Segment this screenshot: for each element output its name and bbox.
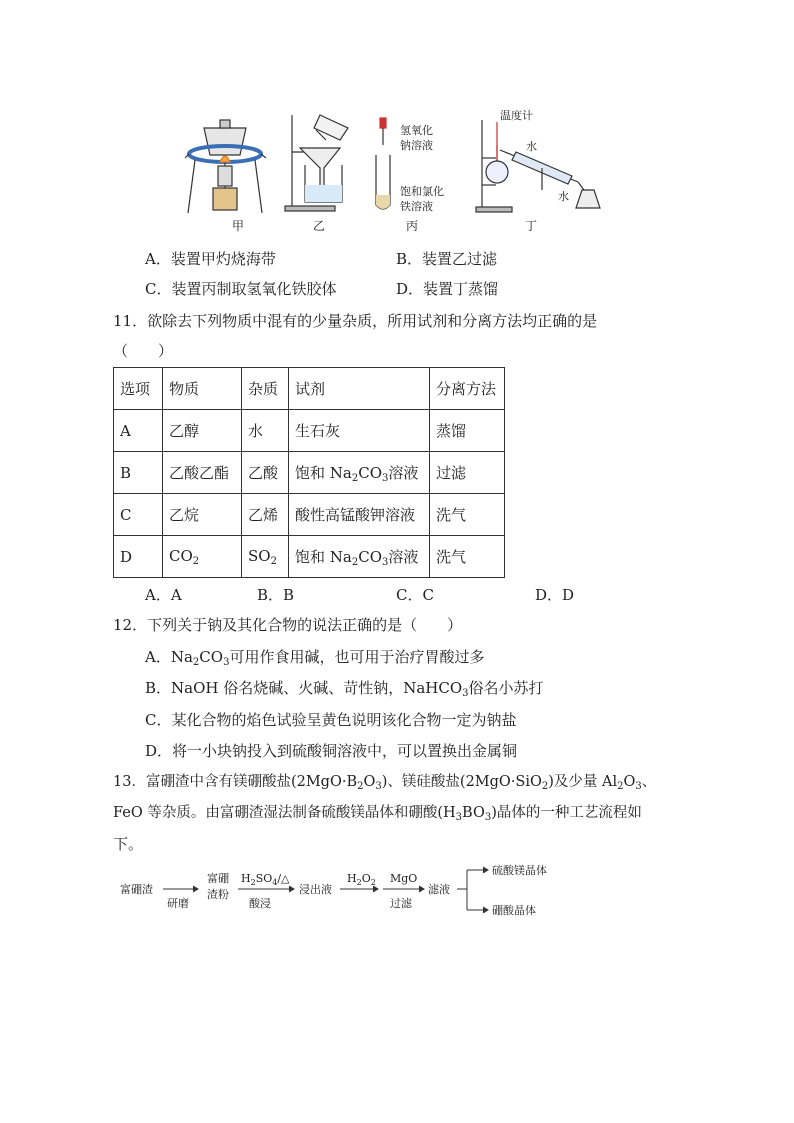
q13-stem-line2: FeO 等杂质。由富硼渣湿法制备硫酸镁晶体和硼酸$(H_3BO_3)$晶体的一种工艺流程如 <box>113 805 642 823</box>
label-water-in: 水 <box>526 140 537 153</box>
cell-method: 过滤 <box>430 452 505 494</box>
q12-option-c[interactable]: C．某化合物的焰色试验呈黄色说明该化合物一定为钠盐 <box>145 711 517 729</box>
cell-reagent: 饱和 $Na_2CO_3$溶液 <box>289 452 430 494</box>
cell-substance: 乙醇 <box>163 410 242 452</box>
caption-ding: 丁 <box>525 219 538 233</box>
table-row <box>114 536 505 578</box>
header-cell: 分离方法 <box>430 368 505 410</box>
q10-option-d[interactable]: D．装置丁蒸馏 <box>396 280 499 298</box>
q11-answer-c[interactable]: C．C <box>396 586 434 604</box>
table-row <box>114 452 505 494</box>
header-cell: 杂质 <box>242 368 289 410</box>
flow-grind: 研磨 <box>167 897 189 910</box>
q10-option-a[interactable]: A．装置甲灼烧海带 <box>145 250 276 268</box>
cell-impurity: 乙酸 <box>242 452 289 494</box>
apparatus-yi <box>285 115 348 211</box>
cell-substance: $CO_2$ <box>163 536 242 578</box>
cell-impurity: $SO_2$ <box>242 536 289 578</box>
apparatus-bing <box>376 118 390 209</box>
flow-acid-bottom: 酸浸 <box>249 897 271 910</box>
label-naoh-1: 氢氧化 <box>400 124 433 137</box>
flow-powder-2: 渣粉 <box>207 888 229 901</box>
cell-substance: 乙烷 <box>163 494 242 536</box>
label-fecl3-1: 饱和氯化 <box>400 185 444 198</box>
header-cell: 选项 <box>114 368 163 410</box>
cell-impurity: 乙烯 <box>242 494 289 536</box>
q13-stem-line1: 13．富硼渣中含有镁硼酸盐$(2MgO\cdot B_2O_3)$、镁硅酸盐(2MgO·SiO$_2$)及少量 $Al_2O_3$、 <box>113 774 657 792</box>
apparatus-ding <box>476 120 600 212</box>
cell-method: 蒸馏 <box>430 410 505 452</box>
cell-option: C <box>114 494 163 536</box>
caption-yi: 乙 <box>313 219 326 233</box>
flow-product-1: 硫酸镁晶体 <box>492 864 547 877</box>
q11-table <box>113 367 505 578</box>
cell-method: 洗气 <box>430 494 505 536</box>
q12-stem: 12．下列关于钠及其化合物的说法正确的是（ ） <box>113 616 463 634</box>
flow-product-2: 硼酸晶体 <box>492 904 536 917</box>
flow-filter: 过滤 <box>390 897 412 910</box>
apparatus-figure <box>180 110 620 235</box>
table-header-row <box>114 368 505 410</box>
flow-filtrate: 滤液 <box>428 883 450 896</box>
table-row <box>114 410 505 452</box>
cell-reagent: 酸性高锰酸钾溶液 <box>289 494 430 536</box>
table-row <box>114 494 505 536</box>
flow-leach: 浸出液 <box>299 883 332 896</box>
q12-option-d[interactable]: D．将一小块钠投入到硫酸铜溶液中，可以置换出金属铜 <box>145 742 518 760</box>
q12-option-a[interactable]: A．$Na_2CO_3$可用作食用碱，也可用于治疗胃酸过多 <box>145 648 485 668</box>
cell-substance: 乙酸乙酯 <box>163 452 242 494</box>
flow-start: 富硼渣 <box>120 883 153 896</box>
cell-option: D <box>114 536 163 578</box>
q12-option-b[interactable]: B．NaOH 俗名烧碱、火碱、苛性钠，NaHCO$_3$俗名小苏打 <box>145 679 544 699</box>
caption-bing: 丙 <box>406 219 419 233</box>
flow-h2o2: $H_2O_2$ <box>347 872 376 887</box>
q13-stem-line3: 下。 <box>113 835 144 853</box>
cell-option: B <box>114 452 163 494</box>
cell-impurity: 水 <box>242 410 289 452</box>
q11-answer-a[interactable]: A．A <box>145 586 182 604</box>
header-cell: 物质 <box>163 368 242 410</box>
q11-stem: 11．欲除去下列物质中混有的少量杂质，所用试剂和分离方法均正确的是 <box>113 312 598 330</box>
process-flow-diagram <box>115 860 575 920</box>
q11-answer-d[interactable]: D．D <box>535 586 575 604</box>
label-fecl3-2: 铁溶液 <box>400 200 433 213</box>
q10-option-b[interactable]: B．装置乙过滤 <box>396 250 498 268</box>
q11-stem-bracket: （ ） <box>113 342 174 360</box>
cell-option: A <box>114 410 163 452</box>
apparatus-jia <box>185 120 266 213</box>
q10-option-c[interactable]: C．装置丙制取氢氧化铁胶体 <box>145 280 337 298</box>
q11-answer-b[interactable]: B．B <box>257 586 295 604</box>
caption-jia: 甲 <box>232 219 245 233</box>
cell-reagent: 饱和 $Na_2CO_3$溶液 <box>289 536 430 578</box>
cell-method: 洗气 <box>430 536 505 578</box>
flow-mgo: MgO <box>390 872 418 885</box>
label-water-out: 水 <box>558 190 569 203</box>
label-thermometer: 温度计 <box>500 110 533 122</box>
header-cell: 试剂 <box>289 368 430 410</box>
flow-powder-1: 富硼 <box>207 872 229 885</box>
flow-acid-top: $H_2SO_4/\triangle$ <box>241 872 290 887</box>
label-naoh-2: 钠溶液 <box>400 139 433 152</box>
cell-reagent: 生石灰 <box>289 410 430 452</box>
